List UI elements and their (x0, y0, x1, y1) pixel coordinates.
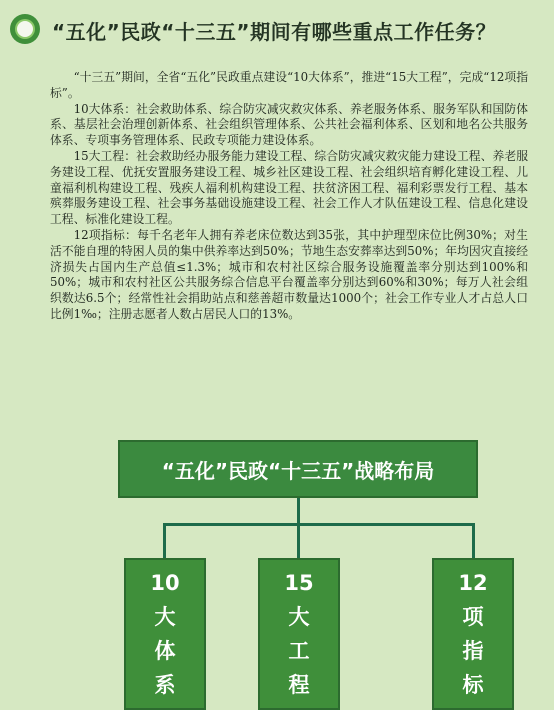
projects-paragraph: 15大工程：社会救助经办服务能力建设工程、综合防灾减灾救灾能力建设工程、养老服务建设工程、优抚安置服务建设工程、城乡社区建设工程、社会组织培育孵化建设工程、儿童福利机构建设工程、残疾人福利机构建设工程、扶贫济困工程、福利彩票发行工程、基本殡葬服务建设工程、社会事务基础设施建设工程、社会工作人才队伍建设工程、信息化建设工程、标准化建设工程。 (50, 148, 528, 227)
pillar-text: 10 (150, 571, 180, 595)
intro-paragraph: “十三五”期间，全省“五化”民政重点建设“10大体系”，推进“15大工程”，完成“12项指标”。 (50, 70, 528, 100)
page-title: “五化”民政“十三五”期间有哪些重点工作任务？ (52, 20, 497, 44)
connector-vertical-root (297, 498, 300, 524)
pillar-text: 系 (154, 673, 176, 697)
pillar-text: 工 (288, 639, 310, 663)
connector-left (163, 523, 166, 558)
pillar-projects (258, 558, 340, 710)
pillar-text: 12 (458, 571, 488, 595)
pillar-text: 大 (154, 605, 176, 629)
circle-bullet-icon (10, 14, 40, 44)
strategy-root-box: “五化”民政“十三五”战略布局 (118, 440, 478, 498)
pillar-text: 15 (284, 571, 314, 595)
pillar-text: 大 (288, 605, 310, 629)
pillar-text: 体 (154, 639, 176, 663)
pillar-text: 指 (462, 639, 484, 663)
connector-right (472, 523, 475, 558)
article-body (50, 70, 528, 323)
pillar-systems (124, 558, 206, 710)
pillar-text: 程 (288, 673, 310, 697)
pillar-indicators (432, 558, 514, 710)
connector-horizontal (163, 523, 475, 526)
indicators-paragraph: 12项指标：每千名老年人拥有养老床位数达到35张，其中护理型床位比例30%；对生活不能自理的特困人员的集中供养率达到50%；节地生态安葬率达到50%；年均因灾直接经济损失占国内生产总值≤1.3%；城市和农村社区综合服务设施覆盖率分别达到100%和50%；城市和农村社区公共服务综合信息平台覆盖率分别达到60%和30%；每万人社会组织数达6.5个；经常性社会捐助站点和慈善超市数量达1000个；社会工作专业人才占总人口比例1‰；注册志愿者人数占居民人口的13%。 (50, 227, 528, 321)
systems-paragraph: 10大体系：社会救助体系、综合防灾减灾救灾体系、养老服务体系、服务军队和国防体系、基层社会治理创新体系、社会组织管理体系、公共社会福利体系、区划和地名公共服务体系、专项事务管理体系、民政专项能力建设体系。 (50, 101, 528, 148)
pillar-text: 项 (462, 605, 484, 629)
connector-middle (297, 523, 300, 558)
strategy-diagram (0, 440, 554, 710)
pillar-text: 标 (462, 673, 484, 697)
